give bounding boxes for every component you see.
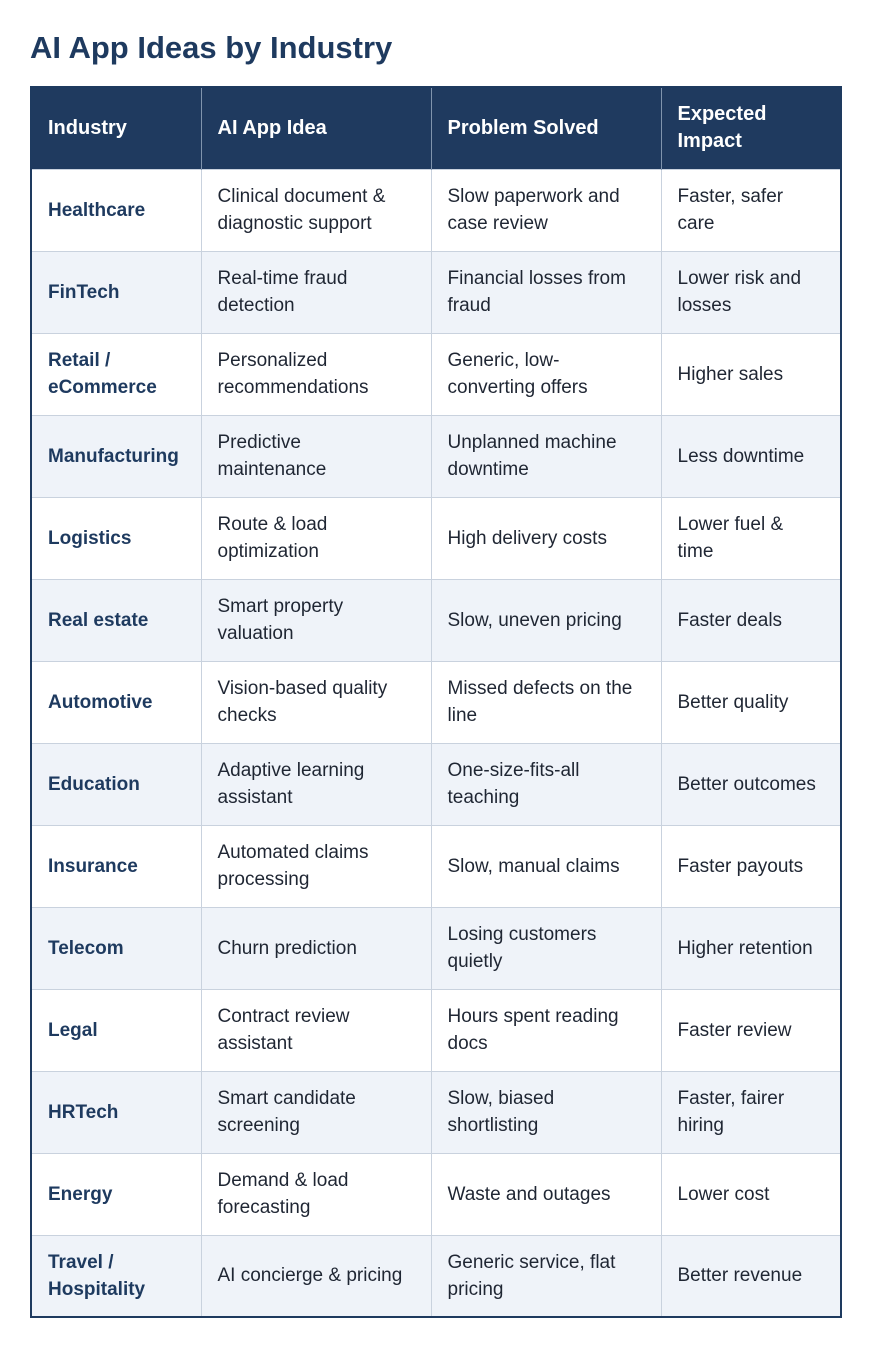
cell-ai-app-idea: Churn prediction [201,907,431,989]
cell-problem-solved: Unplanned machine downtime [431,415,661,497]
cell-industry: Real estate [31,579,201,661]
cell-expected-impact: Faster payouts [661,825,841,907]
table-row [31,251,841,333]
cell-industry: HRTech [31,1071,201,1153]
cell-expected-impact: Lower fuel & time [661,497,841,579]
cell-ai-app-idea: Demand & load forecasting [201,1153,431,1235]
cell-industry: Logistics [31,497,201,579]
header-expected-impact: Expected Impact [677,103,767,153]
cell-ai-app-idea: Route & load optimization [201,497,431,579]
cell-ai-app-idea: Automated claims processing [201,825,431,907]
table-row [31,743,841,825]
cell-expected-impact: Faster, fairer hiring [661,1071,841,1153]
table-row [31,579,841,661]
cell-ai-app-idea: Smart candidate screening [201,1071,431,1153]
cell-industry: Manufacturing [31,415,201,497]
cell-problem-solved: Financial losses from fraud [431,251,661,333]
industry-table [30,86,842,1318]
cell-ai-app-idea: Real-time fraud detection [201,251,431,333]
cell-industry: Legal [31,989,201,1071]
cell-problem-solved: High delivery costs [431,497,661,579]
cell-ai-app-idea: Clinical document & diagnostic support [201,169,431,251]
table-row [31,415,841,497]
table-row [31,1071,841,1153]
table-row [31,1235,841,1317]
page-title: AI App Ideas by Industry [30,30,393,65]
cell-expected-impact: Faster, safer care [661,169,841,251]
cell-ai-app-idea: Vision-based quality checks [201,661,431,743]
table-row [31,333,841,415]
cell-expected-impact: Less downtime [661,415,841,497]
cell-industry: Travel / Hospitality [31,1235,201,1317]
cell-problem-solved: Slow, uneven pricing [431,579,661,661]
cell-problem-solved: Generic service, flat pricing [431,1235,661,1317]
table-row [31,169,841,251]
cell-industry: Insurance [31,825,201,907]
cell-expected-impact: Better revenue [661,1235,841,1317]
table-row [31,1153,841,1235]
header-row [31,87,841,169]
cell-ai-app-idea: Predictive maintenance [201,415,431,497]
cell-expected-impact: Lower cost [661,1153,841,1235]
table-row [31,825,841,907]
table-row [31,497,841,579]
header-problem-solved: Problem Solved [431,87,661,169]
header-industry: Industry [31,87,201,169]
cell-industry: Healthcare [31,169,201,251]
cell-ai-app-idea: Smart property valuation [201,579,431,661]
cell-expected-impact: Better quality [661,661,841,743]
cell-expected-impact: Higher sales [661,333,841,415]
table-row [31,661,841,743]
cell-problem-solved: Slow, biased shortlisting [431,1071,661,1153]
cell-problem-solved: Losing customers quietly [431,907,661,989]
cell-industry: FinTech [31,251,201,333]
cell-industry: Energy [31,1153,201,1235]
cell-expected-impact: Higher retention [661,907,841,989]
cell-problem-solved: One-size-fits-all teaching [431,743,661,825]
cell-problem-solved: Generic, low-converting offers [431,333,661,415]
header-ai-app-idea: AI App Idea [201,87,431,169]
cell-ai-app-idea: Contract review assistant [201,989,431,1071]
cell-industry: Automotive [31,661,201,743]
table-row [31,989,841,1071]
cell-expected-impact: Better outcomes [661,743,841,825]
cell-problem-solved: Missed defects on the line [431,661,661,743]
cell-industry: Telecom [31,907,201,989]
cell-industry: Retail / eCommerce [31,333,201,415]
cell-ai-app-idea: Personalized recommendations [201,333,431,415]
cell-problem-solved: Waste and outages [431,1153,661,1235]
cell-problem-solved: Hours spent reading docs [431,989,661,1071]
cell-industry: Education [31,743,201,825]
cell-expected-impact: Lower risk and losses [661,251,841,333]
cell-expected-impact: Faster deals [661,579,841,661]
cell-expected-impact: Faster review [661,989,841,1071]
cell-problem-solved: Slow paperwork and case review [431,169,661,251]
table-body [31,169,841,1317]
cell-ai-app-idea: AI concierge & pricing [201,1235,431,1317]
table-header [31,87,841,169]
cell-problem-solved: Slow, manual claims [431,825,661,907]
cell-ai-app-idea: Adaptive learning assistant [201,743,431,825]
table-row [31,907,841,989]
